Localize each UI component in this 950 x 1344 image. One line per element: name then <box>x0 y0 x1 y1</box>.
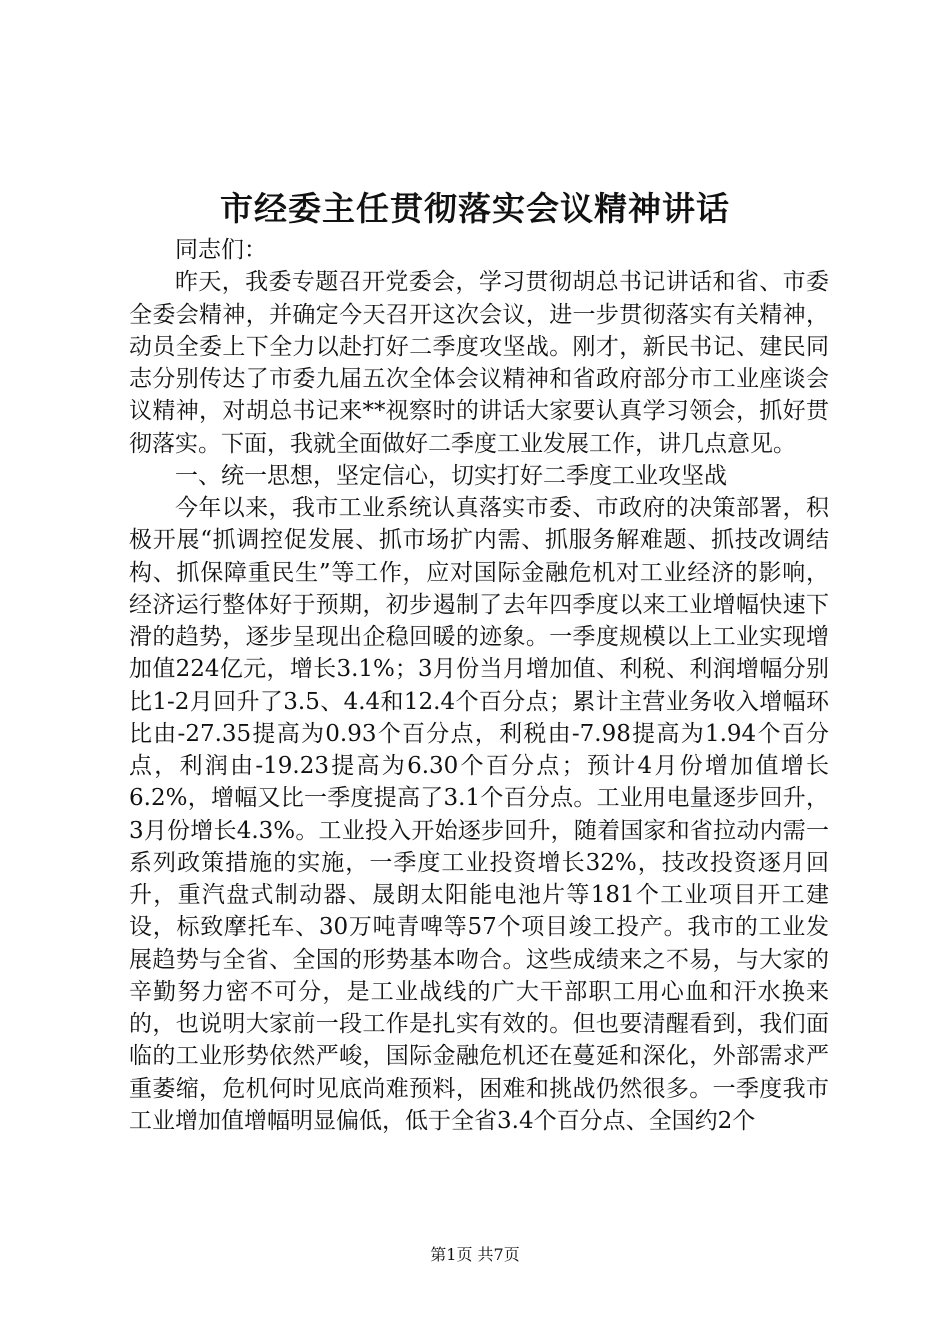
body-paragraph: 今年以来，我市工业系统认真落实市委、市政府的决策部署，积极开展“抓调控促发展、抓市场扩内需、抓服务解难题、抓技改调结构、抓保障重民生”等工作，应对国际金融危机对工业经济的影响，经济运行整体好于预期，初步遏制了去年四季度以来工业增幅快速下滑的趋势，逐步呈现出企稳回暖的迹象。一季度规模以上工业实现增加值224亿元，增长3.1%；3月份当月增加值、利税、利润增幅分别比1-2月回升了3.5、4.4和12.4个百分点；累计主营业务收入增幅环比由-27.35提高为0.93个百分点，利税由-7.98提高为1.94个百分点，利润由-19.23提高为6.30个百分点；预计4月份增加值增长6.2%，增幅又比一季度提高了3.1个百分点。工业用电量逐步回升，3月份增长4.3%。工业投入开始逐步回升，随着国家和省拉动内需一系列政策措施的实施，一季度工业投资增长32%，技改投资逐月回升，重汽盘式制动器、晟朗太阳能电池片等181个工业项目开工建设，标致摩托车、30万吨青啤等57个项目竣工投产。我市的工业发展趋势与全省、全国的形势基本吻合。这些成绩来之不易，与大家的辛勤努力密不可分，是工业战线的广大干部职工用心血和汗水换来的，也说明大家前一段工作是扎实有效的。但也要清醒看到，我们面临的工业形势依然严峻，国际金融危机还在蔓延和深化，外部需求严重萎缩，危机何时见底尚难预料，困难和挑战仍然很多。一季度我市工业增加值增幅明显偏低，低于全省3.4个百分点、全国约2个 <box>129 495 829 1134</box>
salutation-paragraph: 同志们： <box>175 237 267 263</box>
intro-paragraph: 昨天，我委专题召开党委会，学习贯彻胡总书记讲话和省、市委全委会精神，并确定今天召开这次会议，进一步贯彻落实有关精神，动员全委上下全力以赴打好二季度攻坚战。刚才，新民书记、建民同志分别传达了市委九届五次全体会议精神和省政府部分市工业座谈会议精神，对胡总书记来**视察时的讲话大家要认真学习领会，抓好贯彻落实。下面，我就全面做好二季度工业发展工作，讲几点意见。 <box>129 269 829 457</box>
section-heading: 一、统一思想，坚定信心，切实打好二季度工业攻坚战 <box>175 462 727 489</box>
document-body <box>129 234 829 1137</box>
page-footer: 第1页 共7页 <box>430 1245 520 1264</box>
document-title: 市经委主任贯彻落实会议精神讲话 <box>220 189 730 228</box>
